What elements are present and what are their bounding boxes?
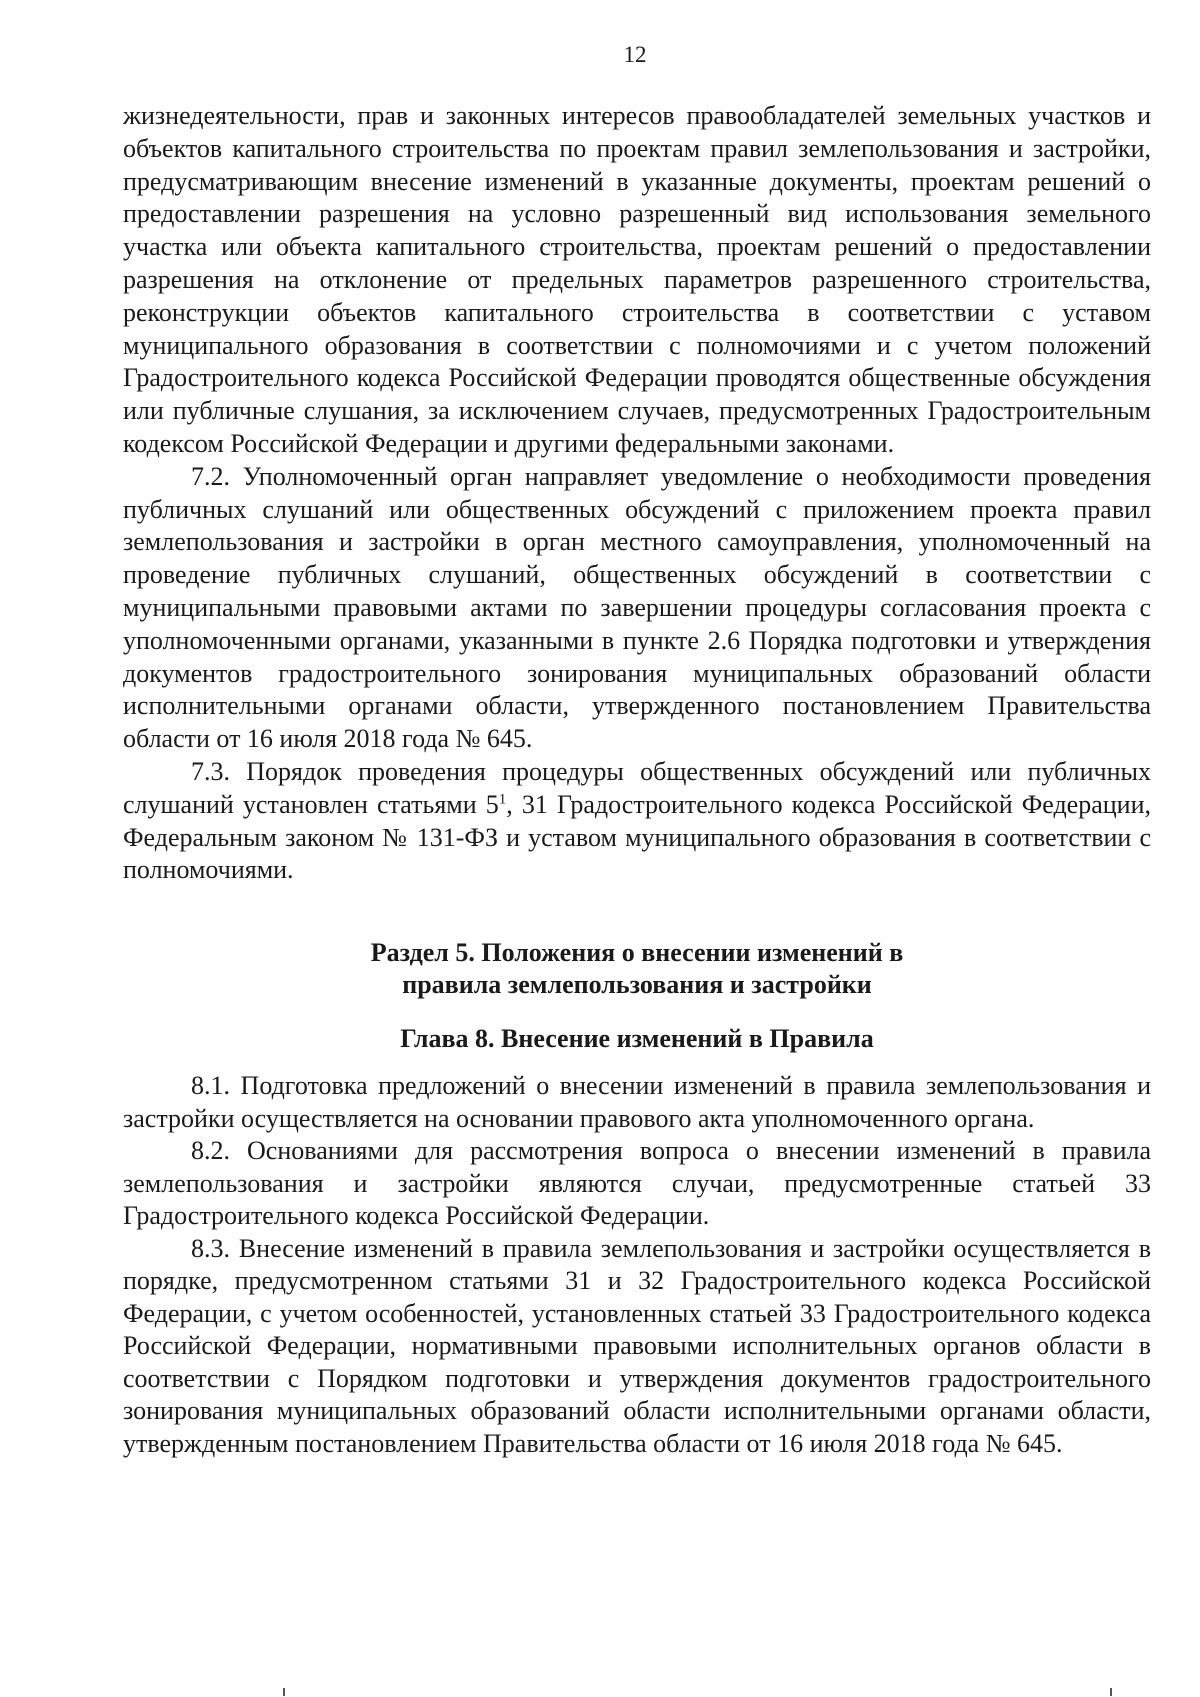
paragraph-7-3-text-b: , 31 Градостроительного кодекса Российской Федерации, Федеральным законом № 131-ФЗ и уставом муниципального образования в соответствии с полномочиями. [123,789,1151,885]
scan-mark [1110,1688,1112,1696]
paragraph-7-3-text-a: 7.3. Порядок проведения процедуры общественных обсуждений или публичных слушаний установлен статьями 5 [123,756,1151,819]
section-5-heading [123,937,1151,1001]
paragraph-7-1-continuation: жизнедеятельности, прав и законных интересов правообладателей земельных участков и объектов капитального строительства по проектам правил землепользования и застройки, предусматривающим внесение изменений в указанные документы, проектам решений о предоставлении разрешения на условно разрешенный вид использования земельного участка или объекта капитального строительства, проектам решений о предоставлении разрешения на отклонение от предельных параметров разрешенного строительства, реконструкции объектов капитального строительства в соответствии с уставом муниципального образования в соответствии с полномочиями и с учетом положений Градостроительного кодекса Российской Федерации проводятся общественные обсуждения или публичные слушания, за исключением случаев, предусмотренных Градостроительным кодексом Российской Федерации и другими федеральными законами. [123,101,1151,458]
paragraph-8-3: 8.3. Внесение изменений в правила землепользования и застройки осуществляется в порядке, предусмотренном статьями 31 и 32 Градостроительного кодекса Российской Федерации, с учетом особенностей, установленных статьей 33 Градостроительного кодекса Российской Федерации, нормативными правовыми исполнительных органов области в соответствии с Порядком подготовки и утверждения документов градостроительного зонирования муниципальных образований области исполнительными органами области, утвержденным постановлением Правительства области от 16 июля 2018 года № 645. [123,1233,1151,1458]
section-5-heading-line-1: Раздел 5. Положения о внесении изменений в [370,938,904,967]
paragraph-7-3 [123,756,1151,887]
scan-mark [283,1688,285,1696]
chapter-8-heading: Глава 8. Внесение изменений в Правила [400,1024,874,1053]
section-5-heading-line-2: правила землепользования и застройки [402,970,872,999]
paragraph-8-1: 8.1. Подготовка предложений о внесении изменений в правила землепользования и застройки осуществляется на основании правового акта уполномоченного органа. [123,1071,1151,1133]
chapter-8-text [123,1070,1151,1460]
page-number: 12 [623,42,647,67]
paragraph-7-3-superscript: 1 [498,791,507,808]
paragraph-8-2: 8.2. Основаниями для рассмотрения вопроса о внесении изменений в правила землепользования и застройки являются случаи, предусмотренные статьей 33 Градостроительного кодекса Российской Федерации. [123,1136,1151,1230]
body-text-section-4 [123,100,1151,887]
paragraph-7-2: 7.2. Уполномоченный орган направляет уведомление о необходимости проведения публичных слушаний или общественных обсуждений с приложением проекта правил землепользования и застройки в орган местного самоуправления, уполномоченный на проведение публичных слушаний, общественных обсуждений в соответствии с муниципальными правовыми актами по завершении процедуры согласования проекта с уполномоченными органами, указанными в пункте 2.6 Порядка подготовки и утверждения документов градостроительного зонирования муниципальных образований области исполнительными органами области, утвержденного постановлением Правительства области от 16 июля 2018 года № 645. [123,461,1151,754]
